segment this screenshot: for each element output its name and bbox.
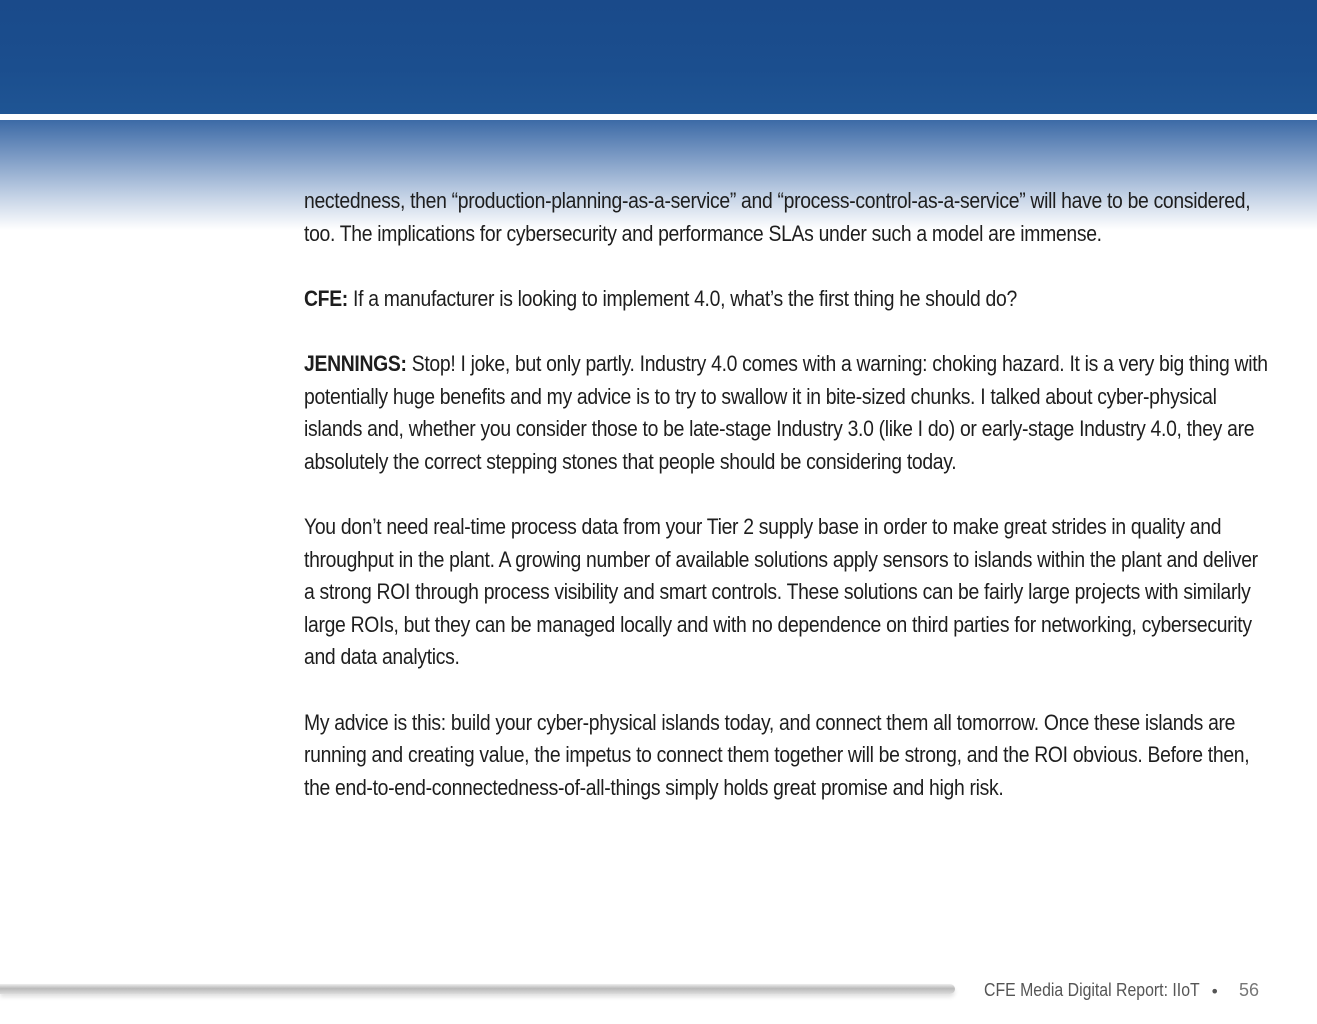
footer-publication: CFE Media Digital Report: IIoT [984, 980, 1200, 1000]
answer-text: Stop! I joke, but only partly. Industry 4.0 comes with a warning: choking hazard. It is a very big thing with potentially huge benefits and my advice is to try to swallow it in bite-sized chunks. I talked about cyber-physical islands and, whether you consider those to be late-stage Industry 3.0 (like I do) or early-stage Industry 4.0, they are absolutely the correct stepping stones that people should be considering today. [304, 350, 1268, 474]
question-paragraph [304, 283, 1272, 316]
question-text: If a manufacturer is looking to implement 4.0, what’s the first thing he should do? [347, 285, 1017, 311]
footer-rule [0, 984, 955, 994]
paragraph-tier2: You don’t need real-time process data from your Tier 2 supply base in order to make great strides in quality and throughput in the plant. A growing number of available solutions apply sensors to islands within the plant and deliver a strong ROI through process visibility and smart controls. These solutions can be fairly large projects with similarly large ROIs, but they can be managed locally and with no dependence on third parties for networking, cybersecurity and data analytics. [304, 513, 1258, 670]
speaker-label-jennings: JENNINGS: [304, 350, 407, 376]
page-number: 56 [1239, 980, 1260, 1000]
paragraph-continuation: nectedness, then “production-planning-as-a-service” and “process-control-as-a-service” will have to be considered, too. The implications for cybersecurity and performance SLAs under such a model are immense. [304, 188, 1251, 246]
answer-paragraph [304, 348, 1272, 478]
footer-separator: • [1210, 982, 1220, 1001]
paragraph-advice: My advice is this: build your cyber-physical islands today, and connect them all tomorrow. Once these islands are running and creating value, the impetus to connect them together will be strong, and the ROI obvious. Before then, the end-to-end-connectedness-of-all-things simply holds great promise and high risk. [304, 709, 1250, 800]
header-band [0, 0, 1317, 114]
article-body [304, 185, 1274, 837]
speaker-label-cfe: CFE: [304, 285, 348, 311]
